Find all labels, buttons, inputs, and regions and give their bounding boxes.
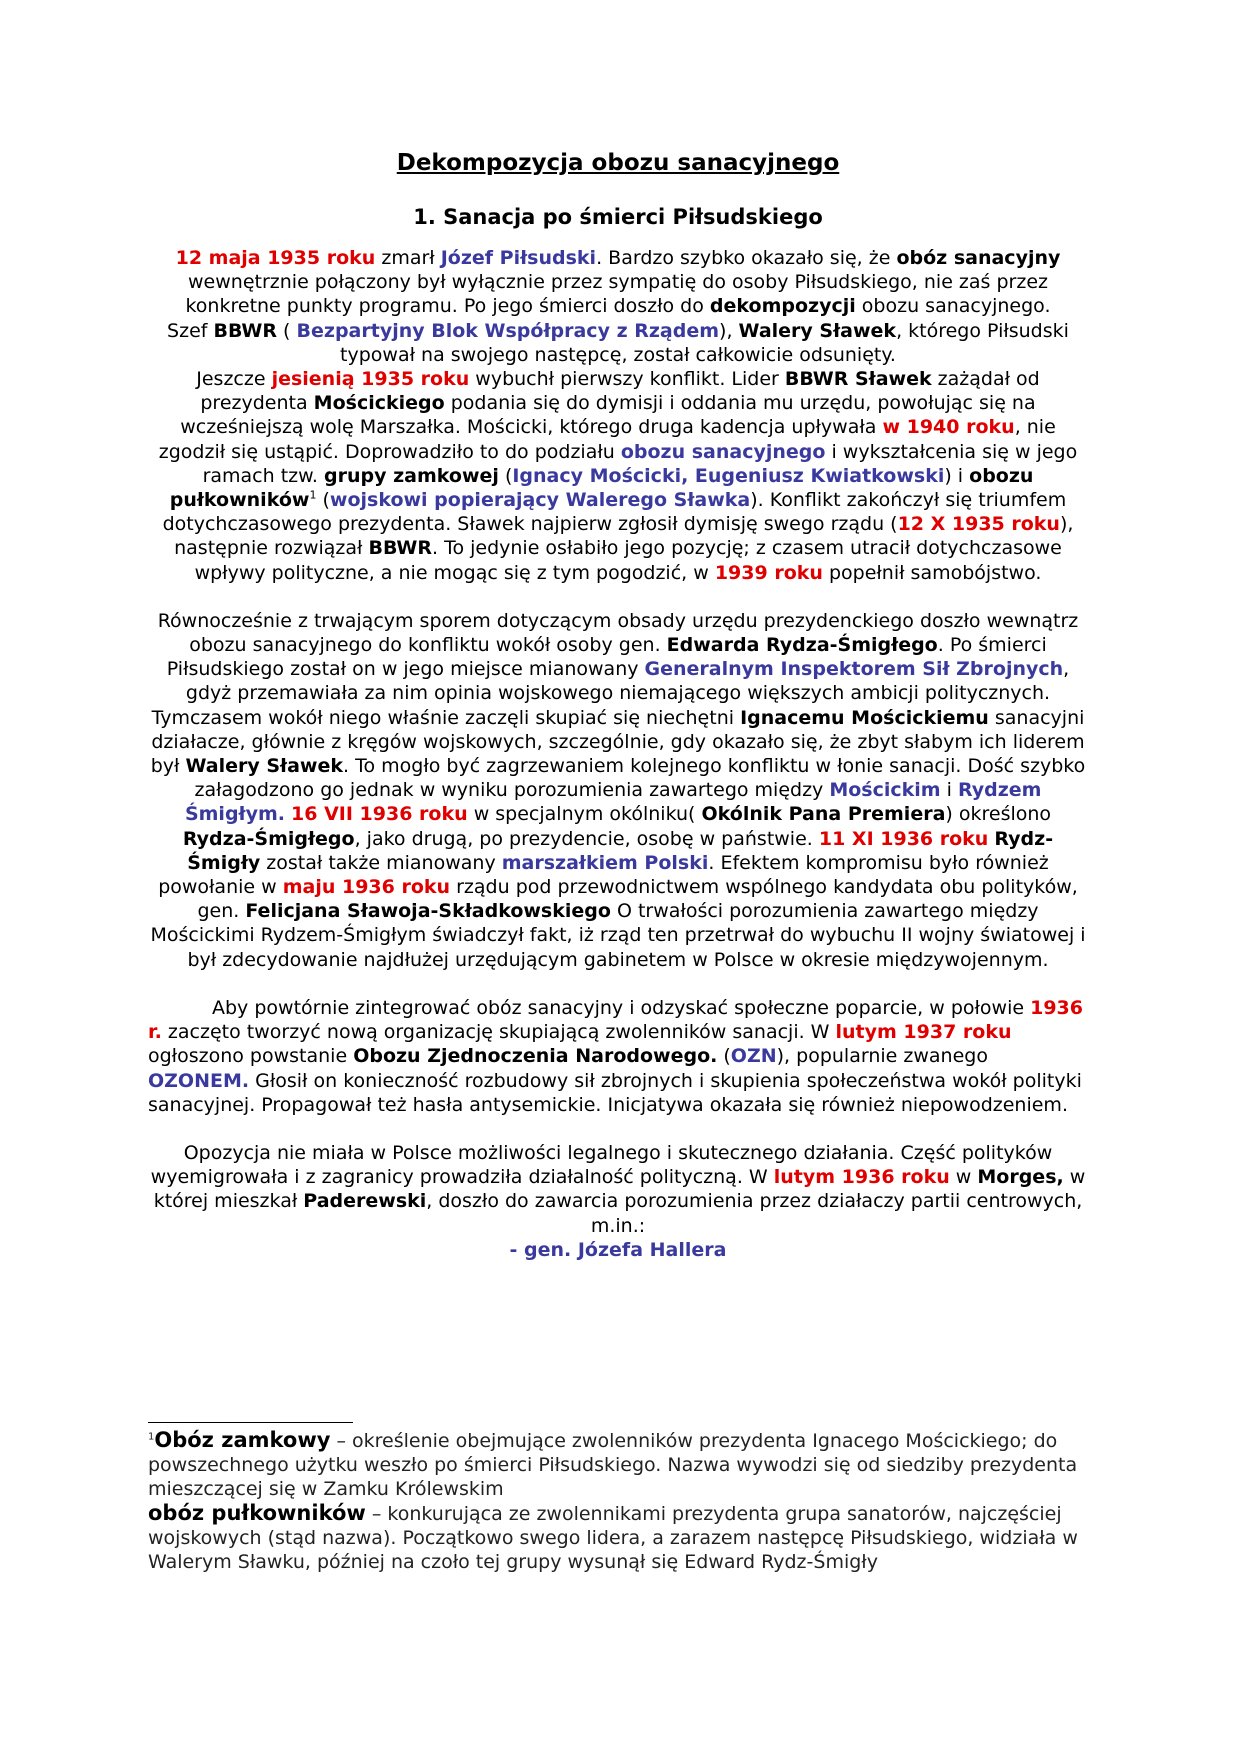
text-run: ), następnie rozwiązał bbox=[174, 513, 1074, 560]
term-highlight: OZN bbox=[730, 1045, 777, 1068]
term-highlight: Bezpartyjny Blok Współpracy z Rządem bbox=[296, 319, 720, 342]
date-highlight: 1936 r. bbox=[148, 996, 1083, 1044]
text-run: sanacyjni działacze, głównie z kręgów wojskowych, szczególnie, gdy okazało się, że zbyt słabym ich liderem był bbox=[150, 706, 1085, 778]
bold-term: Rydza-Śmigłego bbox=[182, 827, 355, 850]
bold-term: Okólnik Pana Premiera bbox=[701, 803, 946, 826]
text-run: ), bbox=[719, 319, 739, 342]
bold-term: Morges, bbox=[977, 1166, 1064, 1189]
bold-term: Edwarda Rydza-Śmigłego bbox=[666, 634, 938, 657]
date-highlight: lutym 1937 roku bbox=[835, 1021, 1012, 1044]
text-run: wybuchł pierwszy konflikt. Lider bbox=[469, 368, 785, 391]
bold-term: BBWR bbox=[368, 537, 432, 560]
footnote-text: – określenie obejmujące zwolenników prezydenta Ignacego Mościckiego; do powszechnego użytku weszło po śmierci Piłsudskiego. Nazwa wywodzi się od siedziby prezydenta mieszczącej się w Zamku Królewskim bbox=[148, 1430, 1078, 1500]
bold-term: Paderewski bbox=[303, 1190, 427, 1213]
text-run: Jeszcze bbox=[196, 368, 272, 391]
text-run: , jako drugą, po prezydencie, osobę w państwie. bbox=[354, 827, 819, 850]
text-run: i wykształcenia się w jego ramach tzw. bbox=[202, 440, 1078, 487]
text-run: . To mogło być zagrzewaniem kolejnego konfliktu w łonie sanacji. Dość szybko załagodzono go jednak w wyniku porozumienia zawartego między bbox=[194, 755, 1086, 802]
text-run: ), popularnie zwanego bbox=[776, 1045, 988, 1068]
term-highlight: Józef Piłsudski bbox=[440, 247, 597, 269]
footnotes bbox=[148, 1428, 1088, 1574]
text-run: , gdyż przemawiała za nim opinia wojskowego niemającego większych ambicji politycznych. Tymczasem wokół niego właśnie zaczęli skupiać się niechętni bbox=[151, 658, 1070, 729]
date-highlight: 1939 roku bbox=[714, 561, 823, 584]
text-run: i bbox=[940, 779, 958, 802]
date-highlight: 12 maja 1935 roku bbox=[175, 247, 376, 269]
text-run: , doszło do zawarcia porozumienia przez działaczy partii centrowych, m.in.: bbox=[426, 1190, 1083, 1237]
footnote-2 bbox=[148, 1501, 1088, 1574]
term-highlight: Generalnym Inspektorem Sił Zbrojnych bbox=[644, 658, 1064, 681]
term-highlight: OZONEM. bbox=[148, 1069, 250, 1092]
text-run: ) określono bbox=[945, 803, 1052, 826]
bold-term: Obozu Zjednoczenia Narodowego. bbox=[353, 1045, 718, 1068]
date-highlight: 16 VII 1936 roku bbox=[291, 803, 468, 826]
list-item-haller: - gen. Józefa Hallera bbox=[509, 1238, 727, 1261]
term-highlight: marszałkiem Polski bbox=[501, 851, 709, 874]
text-run: . To jedynie osłabiło jego pozycję; z czasem utracił dotychczasowe wpływy polityczne, a nie mogąc się z tym pogodzić, w bbox=[194, 537, 1062, 584]
paragraph-6 bbox=[148, 1141, 1088, 1238]
text-run: został także mianowany bbox=[260, 851, 502, 874]
text-run: Równocześnie z trwającym sporem dotyczącym obsady urzędu prezydenckiego doszło wewnątrz obozu sanacyjnego do konfliktu wokół osoby gen. bbox=[157, 609, 1079, 657]
text-run: ( bbox=[717, 1045, 731, 1068]
text-run: Głosił on konieczność rozbudowy sił zbrojnych i skupienia społeczeństwa wokół polityki sanacyjnej. Propagował też hasła antysemickie. Inicjatywa okazała się również niepowodzeniem. bbox=[148, 1069, 1082, 1116]
text-run: Opozycja nie miała w Polsce możliwości legalnego i skutecznego działania. Część polityków wyemigrowała i z zagranicy prowadziła działalność polityczną. W bbox=[150, 1141, 1053, 1189]
text-run: Aby powtórnie zintegrować obóz sanacyjny i odzyskać społeczne poparcie, w połowie bbox=[212, 996, 1031, 1019]
date-highlight: 12 X 1935 roku bbox=[897, 513, 1060, 536]
text-run: zaczęto tworzyć nową organizację skupiającą zwolenników sanacji. W bbox=[161, 1021, 836, 1044]
date-highlight: lutym 1936 roku bbox=[773, 1166, 950, 1189]
text-run: ) i bbox=[944, 464, 970, 487]
text-run: rządu pod przewodnictwem wspólnego kandydata obu polityków, gen. bbox=[197, 876, 1078, 923]
date-highlight: jesienią 1935 roku bbox=[271, 368, 470, 391]
bold-term: Walery Sławek bbox=[738, 319, 897, 342]
section-heading: 1. Sanacja po śmierci Piłsudskiego bbox=[413, 205, 823, 229]
text-run: ). Konflikt zakończył się triumfem dotychczasowego prezydenta. Sławek najpierw zgłosił dymisję swego rządu ( bbox=[162, 489, 1067, 536]
bold-term: grupy zamkowej bbox=[324, 464, 499, 487]
bold-term: Rydz-Śmigły bbox=[187, 827, 1054, 874]
text-run: zażądał od prezydenta bbox=[200, 368, 1040, 415]
term-highlight: obozu sanacyjnego bbox=[620, 440, 826, 463]
footnote-ref: 1 bbox=[309, 488, 317, 502]
date-highlight: 11 XI 1936 roku bbox=[818, 827, 989, 850]
bold-term: dekompozycji bbox=[709, 295, 856, 318]
text-run: , którego Piłsudski typował na swojego następcę, został całkowicie odsunięty. bbox=[340, 319, 1069, 366]
text-run: . Po śmierci Piłsudskiego został on w jego miejsce mianowany bbox=[166, 634, 1047, 681]
term-highlight: wojskowi popierający Walerego Sławka bbox=[329, 489, 751, 512]
footnote-text: – konkurująca ze zwolennikami prezydenta grupa sanatorów, najczęściej wojskowych (stąd nazwa). Początkowo swego lidera, a zarazem następcę Piłsudskiego, widziała w Walerym Sławku, później na czoło tej grupy wysunął się Edward Rydz-Śmigły bbox=[148, 1503, 1078, 1573]
paragraph-2 bbox=[148, 319, 1088, 367]
text-run: w bbox=[949, 1166, 978, 1189]
text-run: w specjalnym okólniku( bbox=[467, 803, 702, 826]
paragraph-1 bbox=[148, 246, 1088, 319]
footnote-term: obóz pułkowników bbox=[148, 1501, 366, 1525]
term-highlight: Ignacy Mościcki, Eugeniusz Kwiatkowski bbox=[512, 464, 945, 487]
text-run: ( bbox=[316, 489, 330, 512]
text-run: . Bardzo szybko okazało się, że bbox=[596, 247, 897, 269]
text-run: wewnętrznie połączony był wyłącznie przez sympatię do osoby Piłsudskiego, nie zaś przez konkretne punkty programu. Po jego śmierci doszło do bbox=[185, 271, 1048, 318]
bold-term: Ignacemu Mościckiemu bbox=[740, 706, 989, 729]
footnote-mark: 1 bbox=[148, 1431, 155, 1443]
bold-term: BBWR Sławek bbox=[784, 368, 932, 391]
bold-term: Felicjana Sławoja-Składkowskiego bbox=[245, 900, 611, 923]
text-run: Szef bbox=[167, 319, 214, 342]
document-title: Dekompozycja obozu sanacyjnego bbox=[396, 150, 840, 176]
date-highlight: w 1940 roku bbox=[882, 416, 1015, 439]
text-run: popełnił samobójstwo. bbox=[822, 561, 1042, 584]
document-body bbox=[148, 146, 1088, 1262]
text-run: obozu sanacyjnego. bbox=[855, 295, 1051, 318]
footnote-term: Obóz zamkowy bbox=[154, 1428, 331, 1452]
bold-term: Walery Sławek bbox=[185, 755, 344, 778]
bold-term: BBWR bbox=[213, 319, 278, 342]
term-highlight: Mościckim bbox=[829, 779, 941, 802]
paragraph-4 bbox=[148, 609, 1088, 972]
footnote-1 bbox=[148, 1428, 1088, 1501]
paragraph-3 bbox=[148, 367, 1088, 585]
date-highlight: maju 1936 roku bbox=[282, 876, 451, 899]
text-run: ( bbox=[498, 464, 513, 487]
bold-term: obóz sanacyjny bbox=[896, 247, 1061, 269]
bold-term: obozu pułkowników bbox=[169, 464, 1034, 512]
text-run: , nie zgodził się ustąpić. Doprowadziło to do podziału bbox=[158, 416, 1056, 463]
text-run: ogłoszono powstanie bbox=[148, 1045, 354, 1068]
term-highlight: Rydzem Śmigłym. bbox=[184, 779, 1042, 826]
text-run: w której mieszkał bbox=[153, 1166, 1086, 1213]
text-run: zmarł bbox=[375, 247, 441, 269]
paragraph-5 bbox=[148, 996, 1088, 1117]
text-run: O trwałości porozumienia zawartego między Mościckimi Rydzem-Śmigłym świadczył fakt, iż rząd ten przetrwał do wybuchu II wojny światowej i był zdecydowanie najdłużej urzędującym gabinetem w Polsce w okresie międzywojennym. bbox=[150, 900, 1086, 971]
bold-term: Mościckiego bbox=[313, 392, 445, 415]
text-run: . Efektem kompromisu było również powołanie w bbox=[158, 851, 1049, 899]
text-run: ( bbox=[277, 319, 297, 342]
text-run: podania się do dymisji i oddania mu urzędu, powołując się na wcześniejszą wolę Marszałka. Mościcki, którego druga kadencja upływała bbox=[180, 392, 1036, 439]
footnote-separator bbox=[148, 1422, 353, 1423]
